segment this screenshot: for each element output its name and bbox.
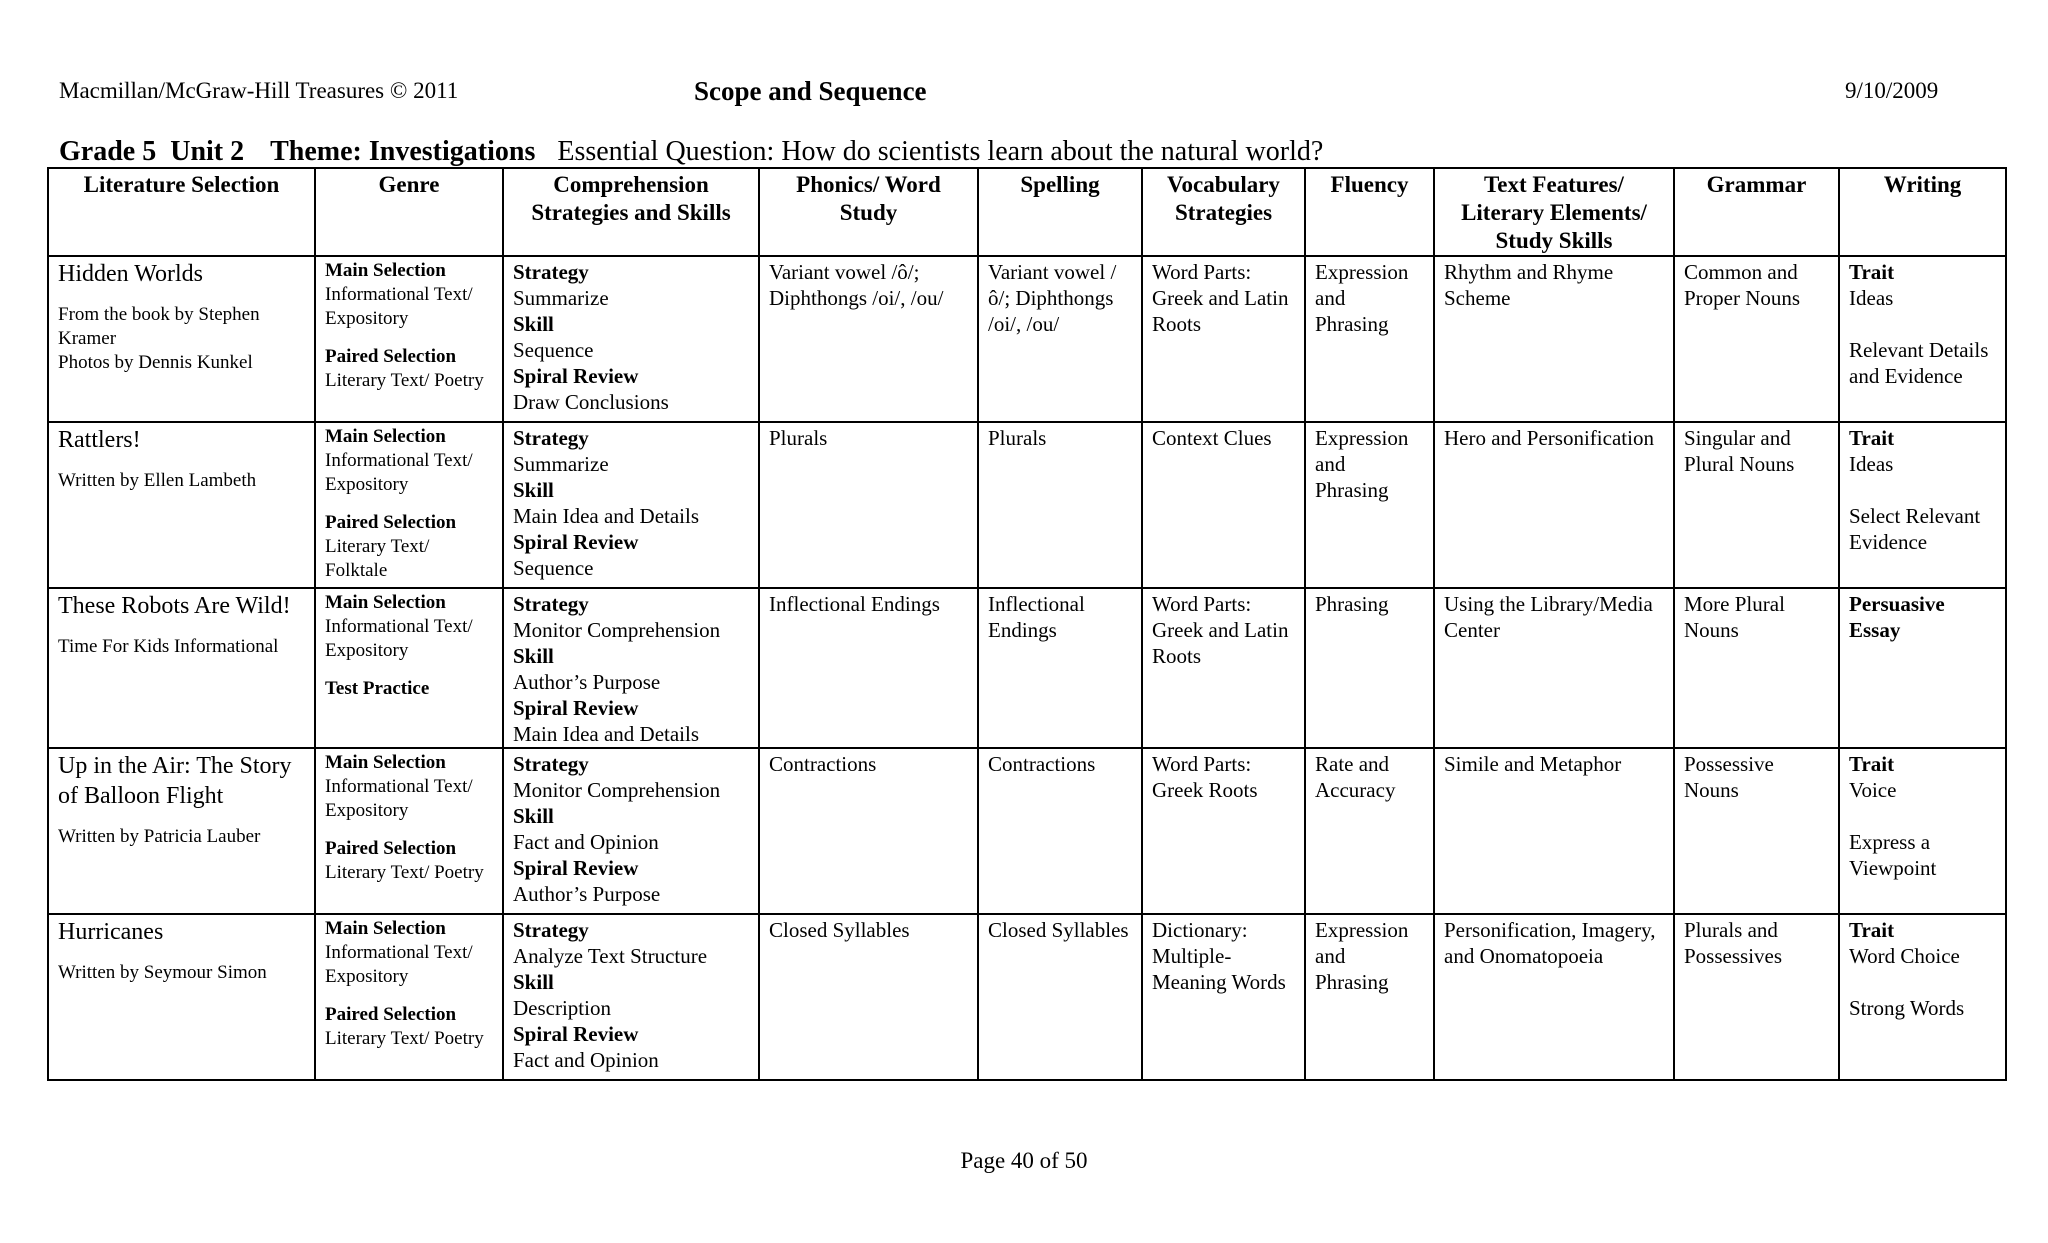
spiral-review-label: Spiral Review [513, 1022, 639, 1046]
phonics-cell: Plurals [759, 422, 978, 588]
vocabulary-cell: Word Parts: Greek and Latin Roots [1142, 588, 1305, 748]
genre-cell [315, 588, 503, 748]
spelling-cell: Contractions [978, 748, 1142, 914]
grade-label: Grade 5 [59, 136, 157, 167]
essential-question: Essential Question: How do scientists learn about the natural world? [557, 136, 1324, 167]
writing-value: Ideas [1849, 452, 1894, 476]
genre-main: Informational Text/ Expository [325, 284, 473, 329]
spiral-review-value: Sequence [513, 556, 594, 580]
skill-value: Author’s Purpose [513, 670, 661, 694]
fluency-cell: Rate and Accuracy [1305, 748, 1434, 914]
skill-label: Skill [513, 644, 554, 668]
table-row [48, 588, 2006, 748]
selection-credit: Time For Kids Informational [58, 636, 279, 657]
genre-paired-label: Paired Selection [325, 346, 457, 367]
spelling-cell: Plurals [978, 422, 1142, 588]
fluency-cell: Expression and Phrasing [1305, 256, 1434, 422]
writing-detail: Strong Words [1849, 996, 1965, 1020]
grammar-cell: Singular and Plural Nouns [1674, 422, 1839, 588]
genre-main: Informational Text/ Expository [325, 450, 473, 495]
col-genre: Genre [315, 168, 503, 256]
text-features-cell: Personification, Imagery, and Onomatopoeia [1434, 914, 1674, 1080]
genre-main-label: Main Selection [325, 260, 446, 281]
header-row [48, 168, 2006, 256]
selection-title: Hidden Worlds [58, 261, 203, 287]
theme-label: Theme: Investigations [270, 136, 536, 167]
table-row [48, 748, 2006, 914]
strategy-label: Strategy [513, 260, 589, 284]
skill-value: Sequence [513, 338, 594, 362]
fluency-cell: Expression and Phrasing [1305, 422, 1434, 588]
comprehension-cell [503, 914, 759, 1080]
writing-cell [1839, 748, 2006, 914]
strategy-value: Analyze Text Structure [513, 944, 708, 968]
grammar-cell: Common and Proper Nouns [1674, 256, 1839, 422]
spiral-review-value: Fact and Opinion [513, 1048, 659, 1072]
selection-credit: Written by Seymour Simon [58, 962, 267, 983]
strategy-label: Strategy [513, 592, 589, 616]
spiral-review-label: Spiral Review [513, 364, 639, 388]
skill-value: Main Idea and Details [513, 504, 700, 528]
genre-paired: Literary Text/ Poetry [325, 862, 484, 883]
genre-paired-label: Test Practice [325, 678, 430, 699]
col-text-features: Text Features/ Literary Elements/ Study Skills [1434, 168, 1674, 256]
scope-table [47, 167, 2007, 1081]
comprehension-cell [503, 256, 759, 422]
grammar-cell: Possessive Nouns [1674, 748, 1839, 914]
col-grammar: Grammar [1674, 168, 1839, 256]
col-literature-selection: Literature Selection [48, 168, 315, 256]
vocabulary-cell: Dictionary: Multiple-Meaning Words [1142, 914, 1305, 1080]
col-spelling: Spelling [978, 168, 1142, 256]
spiral-review-label: Spiral Review [513, 856, 639, 880]
literature-cell [48, 588, 315, 748]
genre-paired: Literary Text/ Poetry [325, 1028, 484, 1049]
col-comprehension: Comprehension Strategies and Skills [503, 168, 759, 256]
col-fluency: Fluency [1305, 168, 1434, 256]
genre-cell [315, 914, 503, 1080]
genre-main-label: Main Selection [325, 426, 446, 447]
table-row [48, 422, 2006, 588]
table-row [48, 256, 2006, 422]
writing-label: Trait [1849, 752, 1895, 776]
unit-label: Unit 2 [170, 136, 245, 167]
page-number: Page 40 of 50 [960, 1148, 1088, 1173]
strategy-label: Strategy [513, 918, 589, 942]
col-phonics: Phonics/ Word Study [759, 168, 978, 256]
writing-cell [1839, 422, 2006, 588]
genre-cell [315, 256, 503, 422]
writing-value: Word Choice [1849, 944, 1960, 968]
phonics-cell: Inflectional Endings [759, 588, 978, 748]
selection-credit: Written by Ellen Lambeth [58, 470, 257, 491]
writing-value: Ideas [1849, 286, 1894, 310]
page-title: Scope and Sequence [694, 76, 927, 106]
literature-cell [48, 256, 315, 422]
writing-label: Trait [1849, 426, 1895, 450]
writing-cell [1839, 256, 2006, 422]
strategy-label: Strategy [513, 426, 589, 450]
genre-main-label: Main Selection [325, 752, 446, 773]
comprehension-cell [503, 748, 759, 914]
fluency-cell: Expression and Phrasing [1305, 914, 1434, 1080]
writing-label: Trait [1849, 918, 1895, 942]
spiral-review-label: Spiral Review [513, 530, 639, 554]
genre-main: Informational Text/ Expository [325, 616, 473, 661]
text-features-cell: Rhythm and Rhyme Scheme [1434, 256, 1674, 422]
genre-cell [315, 748, 503, 914]
strategy-value: Monitor Comprehension [513, 778, 721, 802]
skill-value: Description [513, 996, 611, 1020]
skill-label: Skill [513, 804, 554, 828]
text-features-cell: Using the Library/Media Center [1434, 588, 1674, 748]
col-writing: Writing [1839, 168, 2006, 256]
selection-title: Hurricanes [58, 919, 164, 945]
text-features-cell: Simile and Metaphor [1434, 748, 1674, 914]
spelling-cell: Inflectional Endings [978, 588, 1142, 748]
selection-credit: From the book by Stephen Kramer [58, 304, 260, 349]
vocabulary-cell: Word Parts: Greek Roots [1142, 748, 1305, 914]
strategy-label: Strategy [513, 752, 589, 776]
selection-title: Up in the Air: The Story of Balloon Flight [58, 753, 292, 809]
grammar-cell: Plurals and Possessives [1674, 914, 1839, 1080]
selection-credit: Photos by Dennis Kunkel [58, 352, 253, 373]
genre-paired-label: Paired Selection [325, 838, 457, 859]
writing-label: Persuasive Essay [1849, 592, 1945, 642]
literature-cell [48, 422, 315, 588]
vocabulary-cell: Word Parts: Greek and Latin Roots [1142, 256, 1305, 422]
genre-main-label: Main Selection [325, 592, 446, 613]
genre-main: Informational Text/ Expository [325, 776, 473, 821]
writing-value: Voice [1849, 778, 1897, 802]
phonics-cell: Variant vowel /ô/; Diphthongs /oi/, /ou/ [759, 256, 978, 422]
fluency-cell: Phrasing [1305, 588, 1434, 748]
writing-detail: Relevant Details and Evidence [1849, 338, 1989, 388]
genre-paired-label: Paired Selection [325, 1004, 457, 1025]
literature-cell [48, 914, 315, 1080]
writing-label: Trait [1849, 260, 1895, 284]
comprehension-cell [503, 422, 759, 588]
table-row [48, 914, 2006, 1080]
writing-detail: Select Relevant Evidence [1849, 504, 1981, 554]
genre-paired: Literary Text/ Folktale [325, 536, 430, 581]
skill-label: Skill [513, 312, 554, 336]
spelling-cell: Variant vowel /ô/; Diphthongs /oi/, /ou/ [978, 256, 1142, 422]
text-features-cell: Hero and Personification [1434, 422, 1674, 588]
writing-detail: Express a Viewpoint [1849, 830, 1937, 880]
comprehension-cell [503, 588, 759, 748]
writing-cell [1839, 588, 2006, 748]
literature-cell [48, 748, 315, 914]
writing-cell [1839, 914, 2006, 1080]
strategy-value: Monitor Comprehension [513, 618, 721, 642]
selection-title: These Robots Are Wild! [58, 593, 291, 619]
spiral-review-value: Main Idea and Details [513, 722, 700, 746]
selection-credit: Written by Patricia Lauber [58, 826, 261, 847]
genre-cell [315, 422, 503, 588]
spiral-review-value: Draw Conclusions [513, 390, 669, 414]
genre-main: Informational Text/ Expository [325, 942, 473, 987]
genre-paired: Literary Text/ Poetry [325, 370, 484, 391]
phonics-cell: Closed Syllables [759, 914, 978, 1080]
selection-title: Rattlers! [58, 427, 141, 453]
genre-paired-label: Paired Selection [325, 512, 457, 533]
document-date: 9/10/2009 [1845, 78, 1939, 103]
spiral-review-value: Author’s Purpose [513, 882, 661, 906]
publisher-label: Macmillan/McGraw-Hill Treasures © 2011 [59, 78, 459, 103]
unit-heading [59, 136, 1323, 168]
genre-main-label: Main Selection [325, 918, 446, 939]
col-vocabulary: Vocabulary Strategies [1142, 168, 1305, 256]
vocabulary-cell: Context Clues [1142, 422, 1305, 588]
strategy-value: Summarize [513, 452, 609, 476]
skill-label: Skill [513, 970, 554, 994]
grammar-cell: More Plural Nouns [1674, 588, 1839, 748]
skill-label: Skill [513, 478, 554, 502]
strategy-value: Summarize [513, 286, 609, 310]
phonics-cell: Contractions [759, 748, 978, 914]
spelling-cell: Closed Syllables [978, 914, 1142, 1080]
skill-value: Fact and Opinion [513, 830, 659, 854]
spiral-review-label: Spiral Review [513, 696, 639, 720]
